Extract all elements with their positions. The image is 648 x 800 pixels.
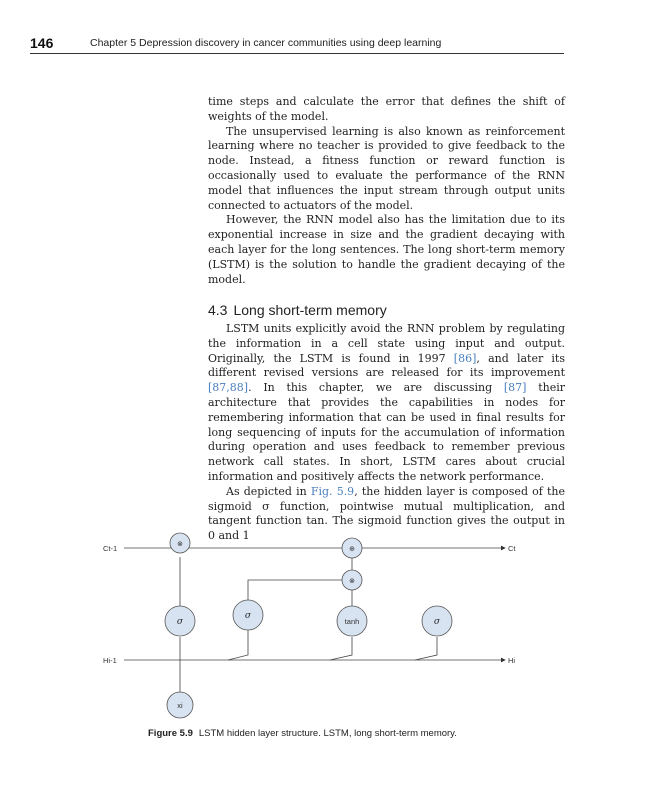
- page-number: 146: [30, 35, 54, 51]
- cell-next-label: Ct: [508, 544, 516, 553]
- citation-87[interactable]: [87]: [503, 381, 527, 395]
- input-label: xi: [177, 701, 183, 710]
- caption-text: LSTM hidden layer structure. LSTM, long short-term memory.: [198, 728, 457, 739]
- hidden-next-label: Hi: [508, 656, 516, 665]
- paragraph-1: time steps and calculate the error that defines the shift of weights of the model.: [208, 95, 565, 123]
- p5-text-1: As depicted in: [226, 484, 311, 498]
- input-gate-to-mult: [248, 580, 352, 600]
- forget-sigma-label: σ: [176, 617, 184, 627]
- cell-add-symbol: ⊕: [349, 545, 355, 553]
- figure-reference-link[interactable]: Fig. 5.9: [310, 484, 355, 498]
- input-sigma-label: σ: [244, 611, 252, 621]
- figure-caption: [148, 728, 457, 739]
- p4-text-4: their architecture that provides the capabilities in nodes for remembering information that can be used in final results for long sequencing of inputs for the accumulation of information during operation and uses feedback to remember previous network call states. In short, LSTM cares about crucial information and positively affects the network performance.: [208, 381, 565, 483]
- output-sigma-label: σ: [433, 617, 441, 627]
- input-multiply-symbol: ⊗: [349, 577, 355, 585]
- hidden-prev-label: Hi-1: [103, 656, 117, 665]
- section-number: 4.3: [208, 302, 228, 318]
- tanh-label: tanh: [344, 617, 360, 626]
- output-gate-path: [415, 637, 437, 660]
- p4-text-1: LSTM units explicitly avoid the RNN problem by regulating the information in a cell state using input and output. Originally, the LSTM is found in 1997: [208, 322, 565, 365]
- section-title: Long short-term memory: [233, 302, 387, 318]
- paragraph-2: The unsupervised learning is also known as reinforcement learning where no teacher is provided to give feedback to the node. Instead, a fitness function or reward function is occasionally used to evaluate the performance of the RNN model that influences the input stream through output units connected to actuators of the model.: [208, 124, 565, 212]
- tanh-path: [330, 637, 352, 660]
- p5-text-2: , the hidden layer is composed of the sigmoid σ function, pointwise mutual multiplication, and tangent function tan. The sigmoid function gives the output in 0 and 1: [208, 484, 565, 543]
- forget-multiply-symbol: ⊗: [177, 540, 183, 548]
- caption-label: Figure 5.9: [148, 728, 193, 739]
- p4-text-2: , and later its different revised versions are released for its improvement: [208, 351, 565, 380]
- p4-text-3: . In this chapter, we are discussing: [248, 381, 504, 395]
- running-head: Chapter 5 Depression discovery in cancer communities using deep learning: [90, 37, 442, 49]
- input-gate-path: [228, 630, 248, 660]
- citation-86[interactable]: [86]: [453, 351, 477, 365]
- citation-87-88[interactable]: [87,88]: [208, 381, 249, 395]
- paragraph-3: However, the RNN model also has the limitation due to its exponential increase in size and the gradient decaying with each layer for the long sentences. The long short-term memory (LSTM) is the solution to handle the gradient decaying of the model.: [208, 213, 565, 286]
- cell-prev-label: Ct-1: [103, 544, 118, 553]
